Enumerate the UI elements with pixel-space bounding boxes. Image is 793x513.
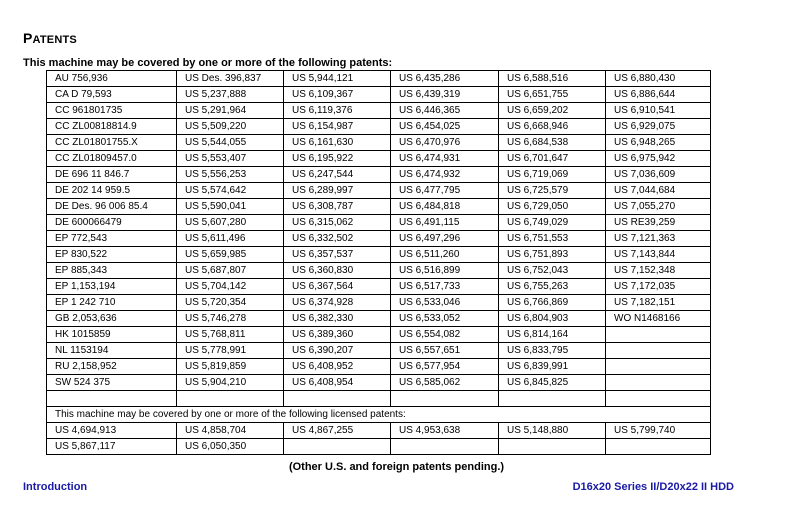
patent-cell: US 6,050,350 xyxy=(177,439,284,455)
title-initial: P xyxy=(23,30,33,46)
table-row xyxy=(47,183,711,199)
patent-cell: DE 696 11 846.7 xyxy=(47,167,177,183)
table-row xyxy=(47,119,711,135)
patent-cell: GB 2,053,636 xyxy=(47,311,177,327)
patent-cell: US 6,435,286 xyxy=(391,71,499,87)
patent-cell: US RE39,259 xyxy=(606,215,711,231)
table-row xyxy=(47,71,711,87)
patent-cell: US 5,291,964 xyxy=(177,103,284,119)
patent-cell: US 6,533,052 xyxy=(391,311,499,327)
patent-cell: US 6,374,928 xyxy=(284,295,391,311)
title-rest: ATENTS xyxy=(32,34,77,46)
patent-cell: US 6,477,795 xyxy=(391,183,499,199)
patent-cell: US 5,659,985 xyxy=(177,247,284,263)
patent-cell: CC ZL00818814.9 xyxy=(47,119,177,135)
patent-cell: US 7,044,684 xyxy=(606,183,711,199)
patent-cell: US 5,768,811 xyxy=(177,327,284,343)
patent-cell: US 5,590,041 xyxy=(177,199,284,215)
patent-cell: US 7,055,270 xyxy=(606,199,711,215)
table-row xyxy=(47,423,711,439)
licensed-note-row xyxy=(47,407,711,423)
patent-cell: US 6,845,825 xyxy=(499,375,606,391)
patent-cell: WO N1468166 xyxy=(606,311,711,327)
patent-cell: US 6,577,954 xyxy=(391,359,499,375)
patent-cell: US 5,556,253 xyxy=(177,167,284,183)
patent-cell xyxy=(499,439,606,455)
patent-cell: US 7,182,151 xyxy=(606,295,711,311)
patent-cell xyxy=(606,375,711,391)
patent-cell: US 7,172,035 xyxy=(606,279,711,295)
patent-cell: US 6,289,997 xyxy=(284,183,391,199)
patent-cell: US 6,454,025 xyxy=(391,119,499,135)
patent-cell: US 6,557,651 xyxy=(391,343,499,359)
table-row xyxy=(47,391,711,407)
patent-cell: US 7,143,844 xyxy=(606,247,711,263)
patent-cell: US 6,752,043 xyxy=(499,263,606,279)
patent-cell: US 6,684,538 xyxy=(499,135,606,151)
patent-cell: US 6,497,296 xyxy=(391,231,499,247)
patent-cell: US 6,729,050 xyxy=(499,199,606,215)
patent-cell: US 6,360,830 xyxy=(284,263,391,279)
patent-cell: US Des. 396,837 xyxy=(177,71,284,87)
patent-cell: US 5,544,055 xyxy=(177,135,284,151)
patent-cell: DE 600066479 xyxy=(47,215,177,231)
patent-cell: US 6,474,932 xyxy=(391,167,499,183)
patent-cell: US 6,332,502 xyxy=(284,231,391,247)
patent-cell: US 6,308,787 xyxy=(284,199,391,215)
patent-cell: US 5,704,142 xyxy=(177,279,284,295)
patent-cell: US 5,237,888 xyxy=(177,87,284,103)
patent-cell: US 5,553,407 xyxy=(177,151,284,167)
patent-cell: US 4,694,913 xyxy=(47,423,177,439)
patent-cell: US 6,315,062 xyxy=(284,215,391,231)
patent-cell xyxy=(499,391,606,407)
patent-cell: US 5,778,991 xyxy=(177,343,284,359)
patent-cell xyxy=(177,391,284,407)
table-row xyxy=(47,359,711,375)
patent-cell: DE 202 14 959.5 xyxy=(47,183,177,199)
patent-cell: US 6,651,755 xyxy=(499,87,606,103)
patent-cell: US 5,944,121 xyxy=(284,71,391,87)
patent-cell: US 6,755,263 xyxy=(499,279,606,295)
patent-cell: US 6,751,893 xyxy=(499,247,606,263)
patent-cell: US 6,247,544 xyxy=(284,167,391,183)
table-row xyxy=(47,87,711,103)
patents-table-body xyxy=(47,71,711,407)
patent-cell: US 6,516,899 xyxy=(391,263,499,279)
patent-cell: US 6,659,202 xyxy=(499,103,606,119)
table-row xyxy=(47,103,711,119)
table-row xyxy=(47,279,711,295)
patent-cell: US 6,668,946 xyxy=(499,119,606,135)
patent-cell: US 6,408,952 xyxy=(284,359,391,375)
patent-cell: US 5,574,642 xyxy=(177,183,284,199)
patent-cell: US 6,910,541 xyxy=(606,103,711,119)
pending-note: (Other U.S. and foreign patents pending.) xyxy=(288,461,505,473)
patent-cell: EP 1 242 710 xyxy=(47,295,177,311)
patent-cell: US 6,389,360 xyxy=(284,327,391,343)
patent-cell: US 6,880,430 xyxy=(606,71,711,87)
table-row xyxy=(47,375,711,391)
patent-cell: HK 1015859 xyxy=(47,327,177,343)
patent-cell: US 6,804,903 xyxy=(499,311,606,327)
patent-cell: EP 885,343 xyxy=(47,263,177,279)
patent-cell: EP 1,153,194 xyxy=(47,279,177,295)
patent-cell: US 6,517,733 xyxy=(391,279,499,295)
patent-cell: US 6,408,954 xyxy=(284,375,391,391)
patent-cell: US 6,725,579 xyxy=(499,183,606,199)
footer-section-name: Introduction xyxy=(23,481,88,493)
patent-cell: US 6,948,265 xyxy=(606,135,711,151)
patent-cell xyxy=(47,391,177,407)
patent-cell: US 6,511,260 xyxy=(391,247,499,263)
footer-model-name: D16x20 Series II/D20x22 II HDD xyxy=(572,481,734,493)
patent-cell: US 5,687,807 xyxy=(177,263,284,279)
patent-cell: US 6,161,630 xyxy=(284,135,391,151)
patent-cell: US 6,886,644 xyxy=(606,87,711,103)
patent-cell: CC 961801735 xyxy=(47,103,177,119)
patent-cell: US 6,154,987 xyxy=(284,119,391,135)
patent-cell xyxy=(606,439,711,455)
patent-cell: US 6,839,991 xyxy=(499,359,606,375)
patent-cell: DE Des. 96 006 85.4 xyxy=(47,199,177,215)
patent-cell: US 7,121,363 xyxy=(606,231,711,247)
patent-cell: US 6,119,376 xyxy=(284,103,391,119)
patent-cell: US 6,484,818 xyxy=(391,199,499,215)
patent-cell xyxy=(606,359,711,375)
patent-cell xyxy=(391,439,499,455)
table-row xyxy=(47,295,711,311)
table-row xyxy=(47,199,711,215)
table-row xyxy=(47,439,711,455)
patent-cell: US 5,799,740 xyxy=(606,423,711,439)
table-row xyxy=(47,247,711,263)
patent-cell: SW 524 375 xyxy=(47,375,177,391)
patent-cell: US 4,867,255 xyxy=(284,423,391,439)
patent-cell: US 6,751,553 xyxy=(499,231,606,247)
patent-cell xyxy=(606,343,711,359)
intro-text: This machine may be covered by one or more of the following patents: xyxy=(23,57,393,69)
patent-cell: US 6,533,046 xyxy=(391,295,499,311)
patent-cell: US 6,554,082 xyxy=(391,327,499,343)
patent-cell: US 6,701,647 xyxy=(499,151,606,167)
patent-cell: US 6,749,029 xyxy=(499,215,606,231)
patent-cell: US 5,611,496 xyxy=(177,231,284,247)
page-title xyxy=(23,30,77,46)
table-row xyxy=(47,327,711,343)
table-row xyxy=(47,311,711,327)
patent-cell: US 6,474,931 xyxy=(391,151,499,167)
table-row xyxy=(47,167,711,183)
patent-cell: US 4,953,638 xyxy=(391,423,499,439)
patent-cell: US 7,036,609 xyxy=(606,167,711,183)
patent-cell xyxy=(606,391,711,407)
table-row xyxy=(47,151,711,167)
patent-cell: US 5,720,354 xyxy=(177,295,284,311)
patents-table xyxy=(46,70,711,455)
patent-cell: US 6,367,564 xyxy=(284,279,391,295)
patent-cell: EP 772,543 xyxy=(47,231,177,247)
patent-cell: US 6,929,075 xyxy=(606,119,711,135)
patent-cell: US 5,509,220 xyxy=(177,119,284,135)
patent-cell: CC ZL01801755.X xyxy=(47,135,177,151)
patent-cell: US 6,588,516 xyxy=(499,71,606,87)
patent-cell xyxy=(391,391,499,407)
patent-cell: US 6,719,069 xyxy=(499,167,606,183)
patent-cell: US 6,195,922 xyxy=(284,151,391,167)
patent-cell: US 5,819,859 xyxy=(177,359,284,375)
table-row xyxy=(47,231,711,247)
patent-cell: NL 1153194 xyxy=(47,343,177,359)
patent-cell: AU 756,936 xyxy=(47,71,177,87)
patent-cell: US 6,585,062 xyxy=(391,375,499,391)
patent-cell: EP 830,522 xyxy=(47,247,177,263)
table-row xyxy=(47,215,711,231)
patent-cell: US 6,470,976 xyxy=(391,135,499,151)
patent-cell: US 6,446,365 xyxy=(391,103,499,119)
patent-cell: US 6,382,330 xyxy=(284,311,391,327)
patent-cell: US 6,975,942 xyxy=(606,151,711,167)
patent-cell: US 6,491,115 xyxy=(391,215,499,231)
patent-cell xyxy=(284,439,391,455)
patent-cell xyxy=(606,327,711,343)
patent-cell: US 6,766,869 xyxy=(499,295,606,311)
patent-cell: US 6,833,795 xyxy=(499,343,606,359)
patent-cell: US 6,814,164 xyxy=(499,327,606,343)
licensed-note: This machine may be covered by one or more of the following licensed patents: xyxy=(47,407,711,423)
patent-cell: CA D 79,593 xyxy=(47,87,177,103)
patent-cell: US 4,858,704 xyxy=(177,423,284,439)
patent-cell: US 6,357,537 xyxy=(284,247,391,263)
patent-cell: US 6,109,367 xyxy=(284,87,391,103)
table-row xyxy=(47,135,711,151)
patent-cell: US 5,867,117 xyxy=(47,439,177,455)
patent-cell xyxy=(284,391,391,407)
patent-cell: US 5,746,278 xyxy=(177,311,284,327)
patent-cell: US 5,148,880 xyxy=(499,423,606,439)
table-row xyxy=(47,343,711,359)
patent-cell: US 5,904,210 xyxy=(177,375,284,391)
patent-cell: US 7,152,348 xyxy=(606,263,711,279)
patent-cell: US 5,607,280 xyxy=(177,215,284,231)
patent-cell: RU 2,158,952 xyxy=(47,359,177,375)
patent-cell: US 6,439,319 xyxy=(391,87,499,103)
licensed-table-body xyxy=(47,407,711,455)
patent-cell: US 6,390,207 xyxy=(284,343,391,359)
table-row xyxy=(47,263,711,279)
patent-cell: CC ZL01809457.0 xyxy=(47,151,177,167)
